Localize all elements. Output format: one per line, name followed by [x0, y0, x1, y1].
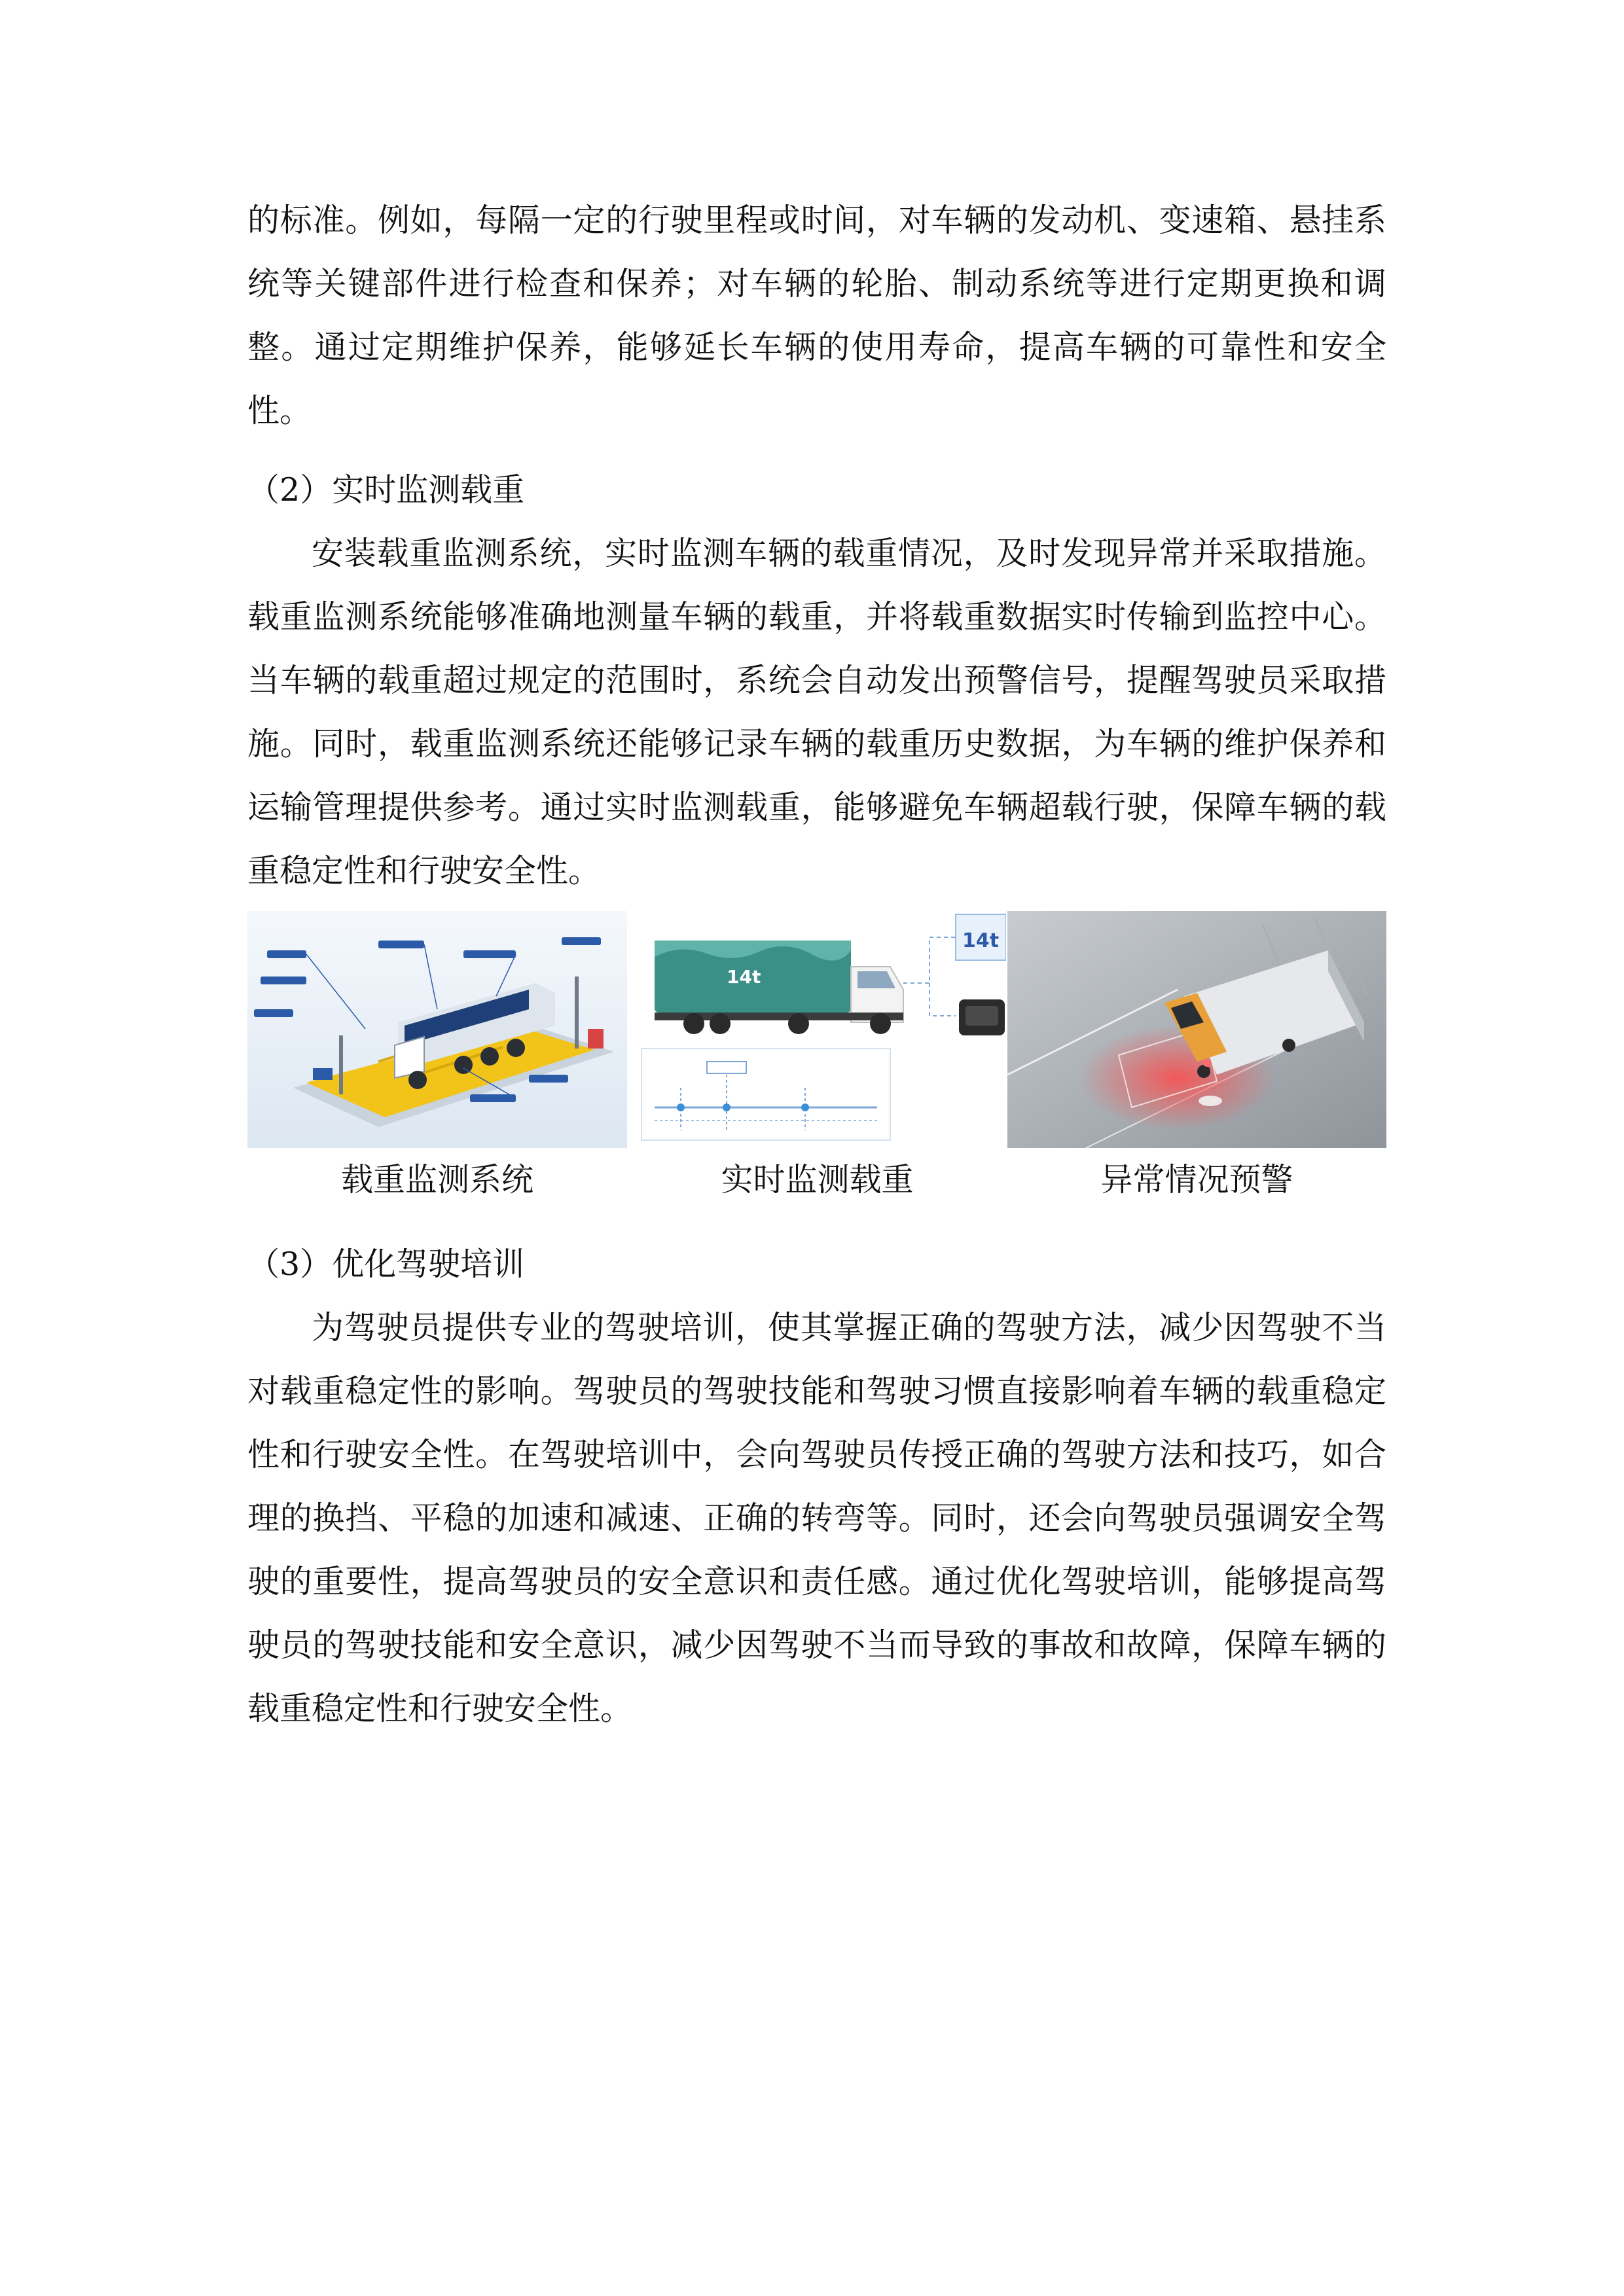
truck-warning-illustration — [1007, 911, 1386, 1148]
display-label: 14t — [962, 929, 1000, 952]
paragraph-driving-training: 为驾驶员提供专业的驾驶培训，使其掌握正确的驾驶方法，减少因驾驶不当对载重稳定性的影响。驾驶员的驾驶技能和驾驶习惯直接影响着车辆的载重稳定性和行驶安全性。在驾驶培训中，会向驾驶员传授正确的驾驶方法和技巧，如合理的换挡、平稳的加速和减速、正确的转弯等。同时，还会向驾驶员强调安全驾驶的重要性，提高驾驶员的安全意识和责任感。通过优化驾驶培训，能够提高驾驶员的驾驶技能和安全意识，减少因驾驶不当而导致的事故和故障，保障车辆的载重稳定性和行驶安全性。 — [247, 1309, 1386, 1727]
paragraph-realtime-load: 安装载重监测系统，实时监测车辆的载重情况，及时发现异常并采取措施。载重监测系统能够准确地测量车辆的载重，并将载重数据实时传输到监控中心。当车辆的载重超过规定的范围时，系统会自动发出预警信号，提醒驾驶员采取措施。同时，载重监测系统还能够记录车辆的载重历史数据，为车辆的维护保养和运输管理提供参考。通过实时监测载重，能够避免车辆超载行驶，保障车辆的载重稳定性和行驶安全性。 — [247, 535, 1386, 889]
section-heading-realtime-load: （2）实时监测载重 — [247, 471, 525, 509]
section-heading-driving-training: （3）优化驾驶培训 — [247, 1246, 525, 1283]
truck-load-diagram — [628, 911, 1006, 1148]
figure-realtime-load — [628, 911, 1006, 1148]
paragraph-maintenance-end: 的标准。例如，每隔一定的行驶里程或时间，对车辆的发动机、变速箱、悬挂系统等关键部件进行检查和保养；对车辆的轮胎、制动系统等进行定期更换和调整。通过定期维护保养，能够延长车辆的使用寿命，提高车辆的可靠性和安全性。 — [247, 202, 1386, 429]
load-label: 14t — [727, 966, 761, 988]
figure-caption: 实时监测载重 — [721, 1161, 914, 1198]
figure-caption: 载重监测系统 — [340, 1161, 533, 1198]
figure-load-monitoring-system — [247, 911, 627, 1148]
figure-caption: 异常情况预警 — [1100, 1161, 1293, 1198]
weighbridge-illustration — [247, 911, 627, 1148]
figure-abnormal-warning — [1007, 911, 1386, 1148]
